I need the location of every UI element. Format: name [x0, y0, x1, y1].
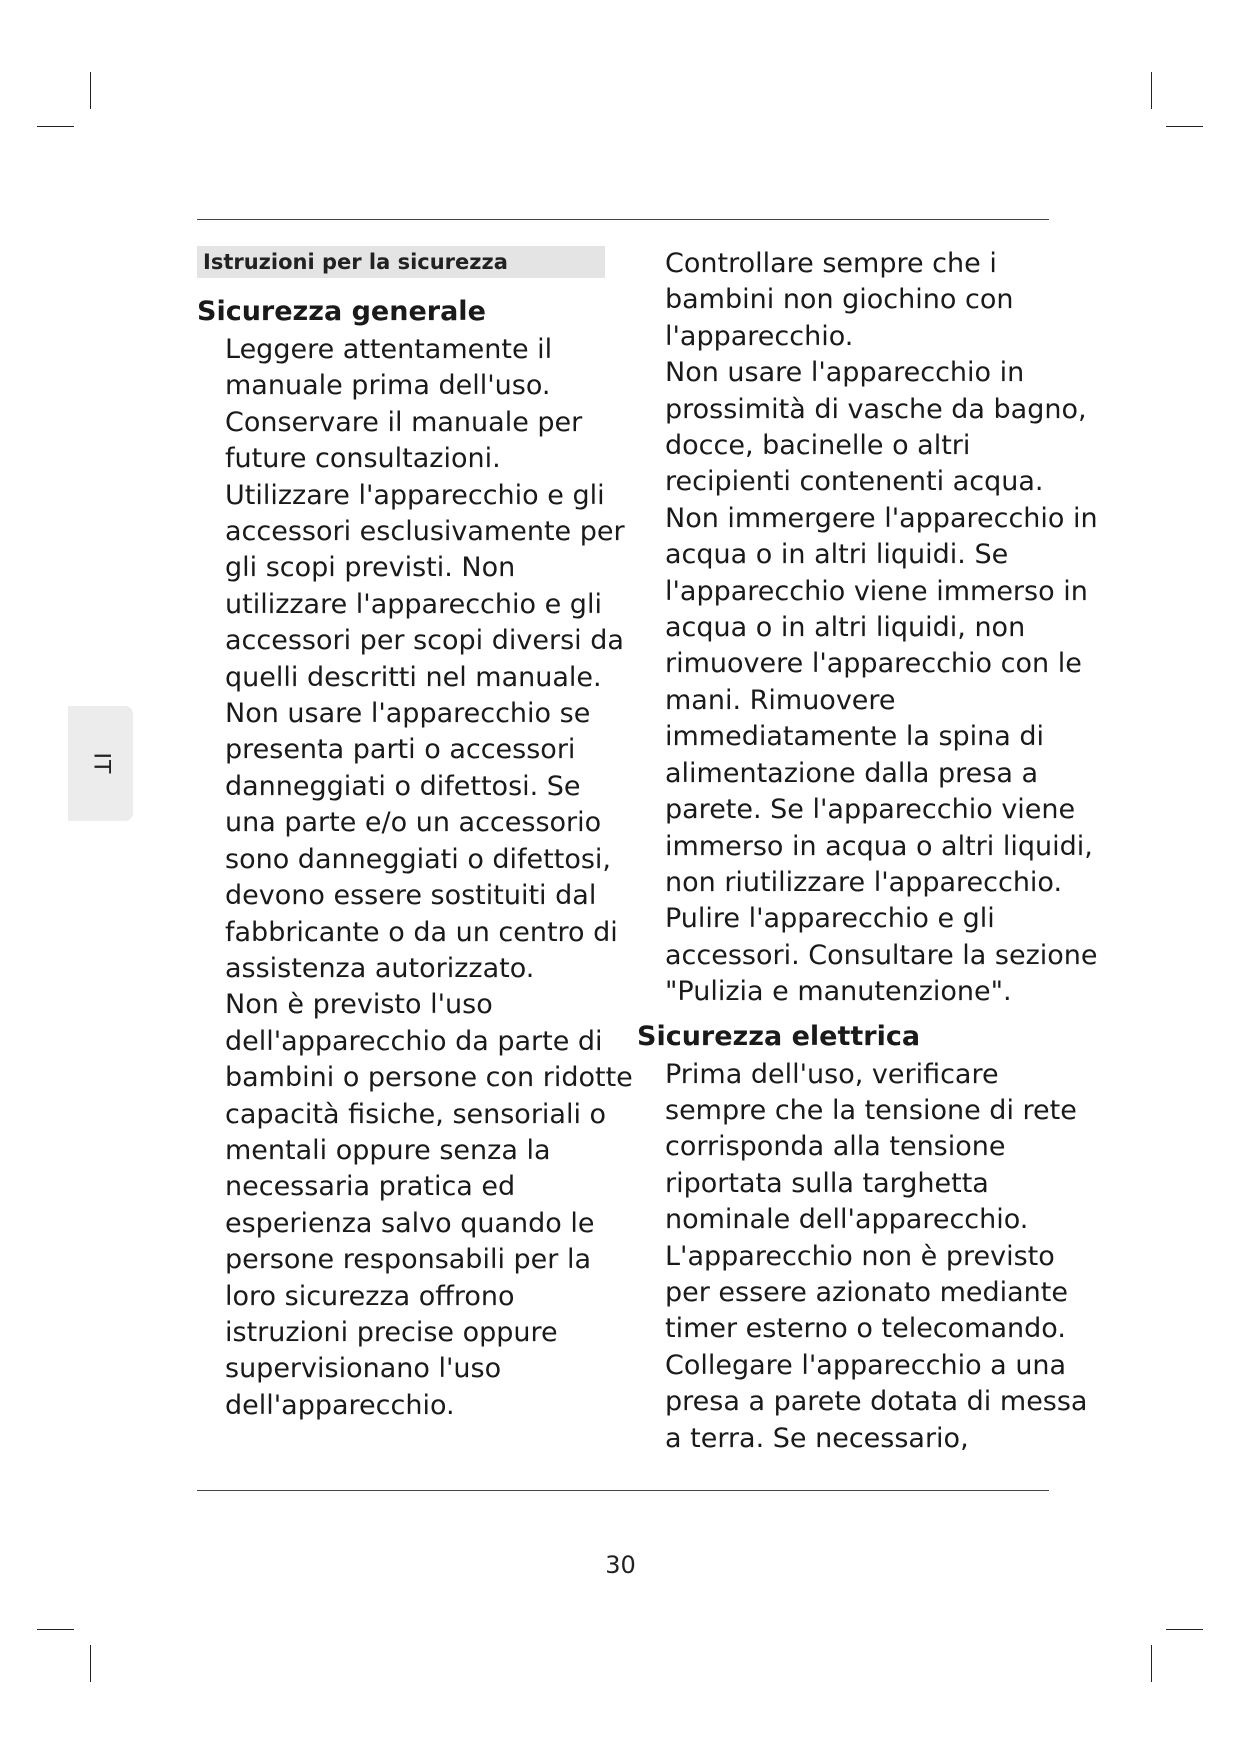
language-tab-label: IT: [88, 752, 113, 775]
list-item: Non usare l'apparecchio in prossimità di vasche da bagno, docce, bacinelle o altri recipienti contenenti acqua.: [665, 357, 1087, 498]
list-item: L'apparecchio non è previsto per essere azionato mediante timer esterno o telecomando.: [665, 1240, 1068, 1345]
crop-mark: [90, 72, 91, 109]
list-item: Collegare l'apparecchio a una presa a parete dotata di messa a terra. Se necessario,: [665, 1349, 1088, 1454]
list-item: Controllare sempre che i bambini non giochino con l'apparecchio.: [665, 248, 1014, 352]
list-item: Utilizzare l'apparecchio e gli accessori esclusivamente per gli scopi previsti. Non utilizzare l'apparecchio e gli accessori per scopi diversi da quelli descritti nel manuale.: [225, 479, 625, 693]
list-item: Non usare l'apparecchio se presenta parti o accessori danneggiati o difettosi. Se una parte e/o un accessorio sono danneggiati o difettosi, devono essere sostituiti dal fabbricante o da un centro di assistenza autorizzato.: [225, 698, 618, 984]
list-item: Pulire l'apparecchio e gli accessori. Consultare la sezione "Pulizia e manutenzione".: [665, 903, 1098, 1008]
language-tab: [68, 706, 133, 821]
left-column: [197, 246, 637, 1424]
electrical-safety-list: [637, 1057, 1099, 1457]
heading-electrical-safety: Sicurezza elettrica: [637, 1020, 921, 1052]
general-safety-list: [197, 332, 637, 1424]
heading-general-safety: Sicurezza generale: [197, 296, 486, 327]
list-item: Prima dell'uso, verificare sempre che la tensione di rete corrisponda alla tensione riportata sulla targhetta nominale dell'apparecchio.: [665, 1058, 1077, 1236]
crop-mark: [1166, 126, 1203, 127]
crop-mark: [37, 1629, 74, 1630]
general-safety-list-continued: [637, 246, 1099, 1011]
crop-mark: [37, 126, 74, 127]
list-item: Non è previsto l'uso dell'apparecchio da parte di bambini o persone con ridotte capacità fisiche, sensoriali o mentali oppure senza la necessaria pratica ed esperienza salvo quando le persone responsabili per la loro sicurezza offrono istruzioni precise oppure supervisionano l'uso dell'apparecchio.: [225, 989, 633, 1421]
page-number: 30: [605, 1551, 636, 1579]
top-rule: [197, 219, 1049, 220]
list-item: Non immergere l'apparecchio in acqua o in altri liquidi. Se l'apparecchio viene immerso in acqua o in altri liquidi, non rimuovere l'apparecchio con le mani. Rimuovere immediatamente la spina di alimentazione dalla presa a parete. Se l'apparecchio viene immerso in acqua o altri liquidi, non riutilizzare l'apparecchio.: [665, 502, 1098, 898]
bottom-rule: [197, 1490, 1049, 1491]
crop-mark: [1151, 1645, 1152, 1682]
crop-mark: [1151, 72, 1152, 109]
crop-mark: [90, 1645, 91, 1682]
list-item: Leggere attentamente il manuale prima dell'uso. Conservare il manuale per future consultazioni.: [225, 334, 583, 475]
right-column: [637, 246, 1099, 1457]
crop-mark: [1166, 1629, 1203, 1630]
section-label: Istruzioni per la sicurezza: [197, 246, 605, 278]
